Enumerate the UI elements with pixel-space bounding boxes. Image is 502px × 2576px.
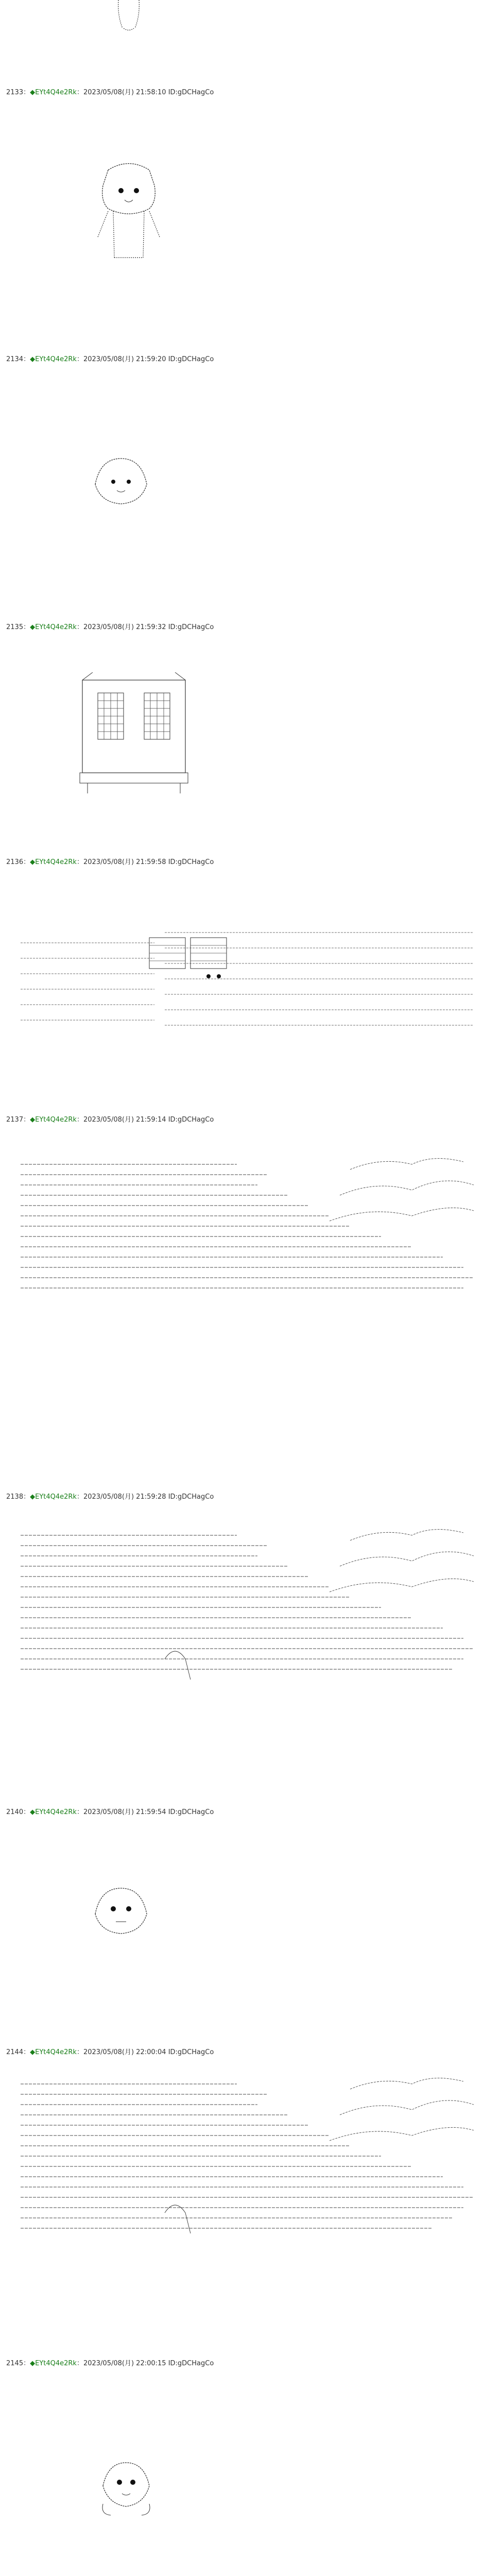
post-number: 2145 (6, 2360, 24, 2367)
art-face-3 (90, 2458, 162, 2519)
trip-code: ◆EYt4Q4e2Rk (30, 623, 77, 631)
separator: ： (23, 623, 30, 631)
trip-code: ◆EYt4Q4e2Rk (30, 1116, 77, 1124)
trip-code: ◆EYt4Q4e2Rk (30, 355, 77, 363)
post-number: 2136 (6, 858, 24, 866)
post-header-2133 (6, 89, 214, 97)
trip-code: ◆EYt4Q4e2Rk (30, 89, 77, 96)
post-header-2135 (6, 623, 214, 632)
post-number: 2140 (6, 1808, 24, 1816)
separator: ： (23, 858, 30, 866)
trip-code: ◆EYt4Q4e2Rk (30, 1493, 77, 1501)
art-standing-figure (77, 160, 180, 263)
art-building (77, 672, 196, 796)
post-header-2137 (6, 1116, 214, 1124)
art-landscape-3 (21, 2074, 484, 2239)
separator: ： (23, 2048, 30, 2056)
separator: ： (23, 1116, 30, 1124)
post-date: ：2023/05/08(月) 22:00:04 ID:gDCHagCo (76, 2048, 214, 2056)
post-date: ：2023/05/08(月) 22:00:15 ID:gDCHagCo (76, 2360, 214, 2367)
post-header-2134 (6, 355, 214, 364)
post-number: 2133 (6, 89, 24, 96)
post-date: ：2023/05/08(月) 21:59:54 ID:gDCHagCo (76, 1808, 214, 1816)
post-header-2140 (6, 1808, 214, 1817)
post-date: ：2023/05/08(月) 21:59:58 ID:gDCHagCo (76, 858, 214, 866)
art-face-2 (85, 1883, 157, 1940)
separator: ： (23, 1808, 30, 1816)
trip-code: ◆EYt4Q4e2Rk (30, 2360, 77, 2367)
post-date: ：2023/05/08(月) 21:59:32 ID:gDCHagCo (76, 623, 214, 631)
art-top-fragment (103, 0, 165, 36)
post-header-2144 (6, 2048, 214, 2057)
separator: ： (23, 355, 30, 363)
post-number: 2134 (6, 355, 24, 363)
post-date: ：2023/05/08(月) 21:59:20 ID:gDCHagCo (76, 355, 214, 363)
post-header-2138 (6, 1493, 214, 1501)
separator: ： (23, 1493, 30, 1501)
post-number: 2135 (6, 623, 24, 631)
trip-code: ◆EYt4Q4e2Rk (30, 858, 77, 866)
post-date: ：2023/05/08(月) 21:59:14 ID:gDCHagCo (76, 1116, 214, 1124)
post-number: 2144 (6, 2048, 24, 2056)
post-header-2136 (6, 858, 214, 867)
art-crowd-scene (21, 912, 484, 1051)
separator: ： (23, 89, 30, 96)
post-date: ：2023/05/08(月) 21:58:10 ID:gDCHagCo (76, 89, 214, 96)
art-landscape-2 (21, 1525, 484, 1685)
separator: ： (23, 2360, 30, 2367)
post-number: 2138 (6, 1493, 24, 1501)
art-landscape-1 (21, 1154, 484, 1303)
art-face (85, 453, 157, 510)
post-header-2145 (6, 2360, 214, 2368)
trip-code: ◆EYt4Q4e2Rk (30, 1808, 77, 1816)
post-number: 2137 (6, 1116, 24, 1124)
post-date: ：2023/05/08(月) 21:59:28 ID:gDCHagCo (76, 1493, 214, 1501)
trip-code: ◆EYt4Q4e2Rk (30, 2048, 77, 2056)
